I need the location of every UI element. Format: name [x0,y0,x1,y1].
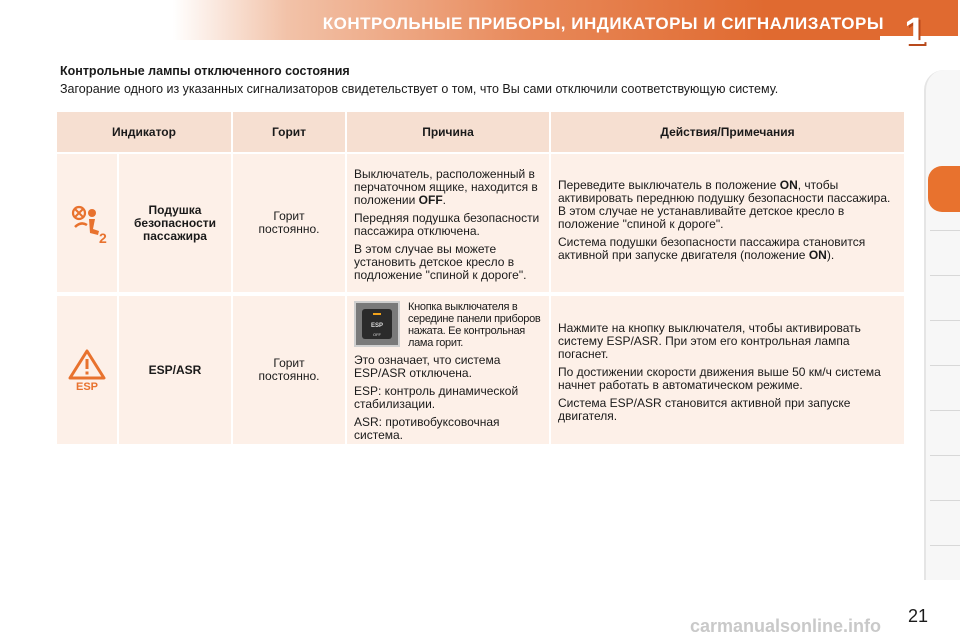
action-text-part: Система подушки безопасности пассажира становится активной при запуске двигателя (положение [558,235,866,262]
button-led-icon [373,313,381,315]
table-header-row [57,112,904,152]
column-header-cause: Причина [347,112,549,152]
indicator-action [551,296,904,444]
chapter-tab-divider [930,545,960,546]
airbag-off-icon [65,201,109,245]
chapter-tab-divider [930,365,960,366]
section-title: Контрольные лампы отключенного состояния [60,64,350,78]
chapter-badge [892,12,938,52]
cause-text: Это означает, что система ESP/ASR отключена. [354,353,501,380]
chapter-tab-active[interactable] [928,166,960,212]
button-label-esp: ESP [370,323,383,329]
action-switch-position: ON [779,178,798,192]
column-header-state: Горит [233,112,345,152]
action-text: По достижении скорости движения выше 50 км/ч система начнет работать в автоматическом режиме. [558,365,881,392]
cause-text: ESP: контроль динамической стабилизации. [354,384,519,411]
button-note: Кнопка выключателя в середине панели приборов нажата. Ее контрольная лама горит. [408,301,541,349]
page-number: 21 [908,606,929,626]
cause-text-part: Выключатель, расположенный в перчаточном ящике, находится в положении [354,167,538,207]
section-description: Загорание одного из указанных сигнализаторов свидетельствует о том, что Вы сами отключили соответствующую систему. [60,82,779,96]
cause-text: В этом случае вы можете установить детское кресло в подложение "спиной к дороге". [354,242,527,282]
action-switch-position: ON [808,248,827,262]
svg-text:ESP: ESP [75,381,99,392]
chapter-tab-divider [930,230,960,231]
indicator-name: Подушка безопасности пассажира [119,154,231,292]
indicator-action [551,154,904,292]
column-header-action: Действия/Примечания [551,112,904,152]
indicator-state: Горит постоянно. [233,154,345,292]
action-text-part: , чтобы активировать переднюю подушку безопасности пассажира. В этом случае не устанавливайте детское кресло в положение "спиной к дороге". [558,178,891,231]
action-text [558,236,894,262]
action-text-part: Переведите выключатель в положение [558,178,777,192]
esp-off-button-image [354,301,400,347]
indicator-icon-cell [57,154,117,292]
cause-text: Выключатель, расположенный в перчаточном ящике, находится в положении OFF. [354,167,538,207]
chapter-tab-divider [930,455,960,456]
action-text: Система ESP/ASR становится активной при запуске двигателя. [558,396,851,423]
esp-off-button-face [362,309,392,339]
action-text [558,179,894,231]
page-title: КОНТРОЛЬНЫЕ ПРИБОРЫ, ИНДИКАТОРЫ И СИГНАЛИЗАТОРЫ [322,14,884,33]
esp-button-row [354,301,543,349]
indicator-cause [347,154,549,292]
action-text-part: ). [826,248,835,262]
chapter-tab-divider [930,275,960,276]
table-row [57,296,904,444]
indicator-cause [347,296,549,444]
indicator-icon-cell [57,296,117,444]
column-header-indicator: Индикатор [57,112,231,152]
esp-warning-icon [67,348,107,392]
chapter-tab-strip [924,70,960,580]
cause-text: Передняя подушка безопасности пассажира отключена. [354,211,540,238]
svg-text:2: 2 [99,230,107,245]
chapter-number: 1 [904,11,926,53]
page-header [0,0,960,60]
button-label-off: OFF [373,332,381,337]
watermark: carmanualsonline.info [690,616,882,636]
table-row [57,154,904,292]
chapter-tab-divider [930,320,960,321]
action-text: Нажмите на кнопку выключателя, чтобы активировать систему ESP/ASR. При этом его контрольная лампа погаснет. [558,321,861,361]
chapter-tab-divider [930,500,960,501]
indicator-state: Горит постоянно. [233,296,345,444]
cause-switch-position: OFF [418,193,443,207]
chapter-tab-divider [930,410,960,411]
cause-text: ASR: противобуксовочная система. [354,415,500,442]
indicator-name: ESP/ASR [119,296,231,444]
